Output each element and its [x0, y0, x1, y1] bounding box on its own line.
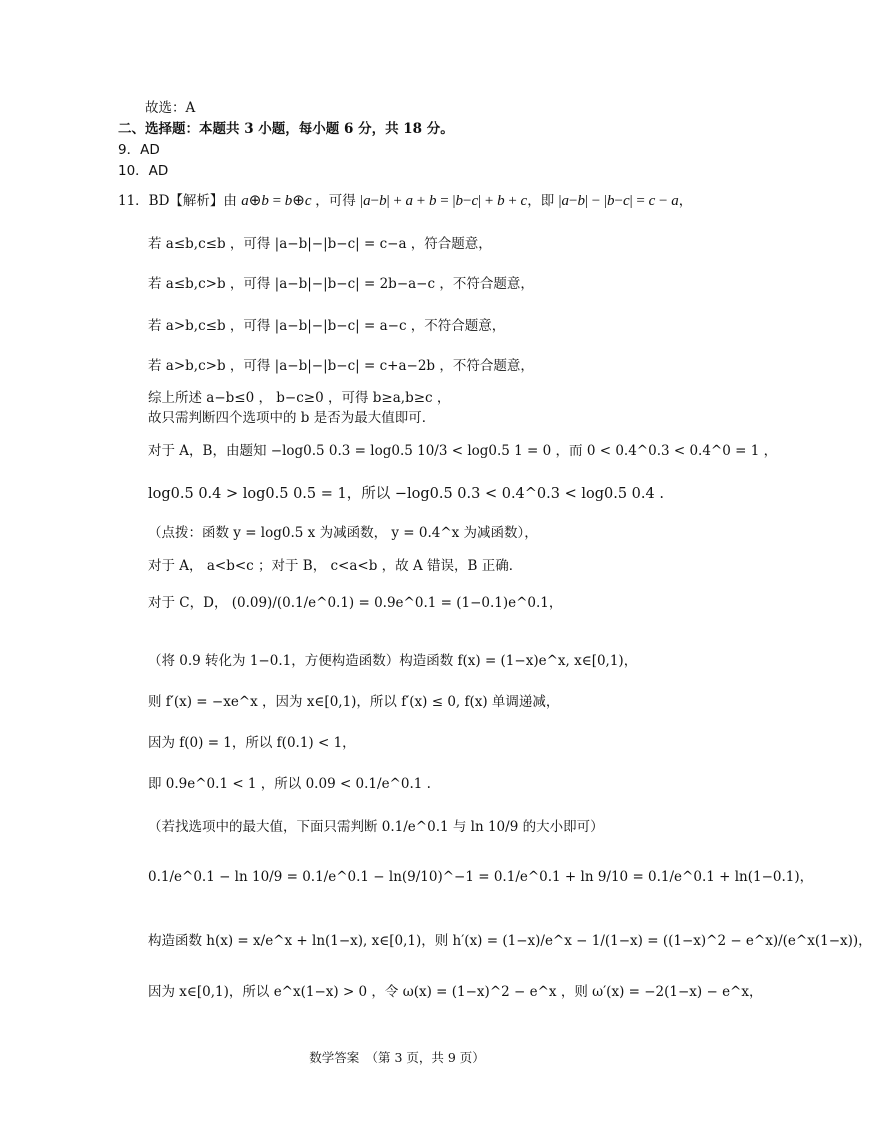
- ab-conclusion: 对于 A， a<b<c ；对于 B， c<a<b ，故 A 错误，B 正确．: [148, 558, 523, 574]
- derivative-f: 则 f′(x) = −xe^x ，因为 x∈[0,1)，所以 f′(x) ≤ 0, f(x) 单调递减，: [148, 694, 560, 710]
- hint-line: （若找选项中的最大值，下面只需判断 0.1/e^0.1 与 ln 10/9 的大小即可）: [148, 819, 604, 835]
- case-4: 若 a>b,c>b ，可得 |a−b|−|b−c| = c+a−2b ，不符合题意，: [148, 358, 534, 374]
- page-footer: 数学答案 （第 3 页，共 9 页）: [309, 1050, 485, 1065]
- omega-line: 因为 x∈[0,1)，所以 e^x(1−x) > 0 ，令 ω(x) = (1−x)^2 − e^x ，则 ω′(x) = −2(1−x) − e^x，: [148, 984, 763, 1000]
- construct-h: 构造函数 h(x) = x/e^x + ln(1−x), x∈[0,1)，则 h′(x) = (1−x)/e^x − 1/(1−x) = ((1−x)^2 − e^x)/(e^x(1−x))，: [148, 933, 872, 949]
- summary-line: 综上所述 a−b≤0 ， b−c≥0 ，可得 b≥a,b≥c ，: [148, 390, 451, 406]
- line-answer-a: 故选：A: [145, 100, 196, 116]
- summary-line-2: 故只需判断四个选项中的 b 是否为最大值即可．: [148, 410, 436, 426]
- answer-9: 9．AD: [118, 142, 160, 158]
- compare-ab: 对于 A，B，由题知 −log0.5 0.3 = log0.5 10/3 < log0.5 1 = 0 ，而 0 < 0.4^0.3 < 0.4^0 = 1 ，: [148, 443, 778, 459]
- f-value: 因为 f(0) = 1，所以 f(0.1) < 1，: [148, 735, 356, 751]
- compare-cd: 对于 C，D， (0.09)/(0.1/e^0.1) = 0.9e^0.1 = (1−0.1)e^0.1，: [148, 595, 563, 611]
- inequality-line: 即 0.9e^0.1 < 1 ，所以 0.09 < 0.1/e^0.1 .: [148, 776, 431, 792]
- difference-line: 0.1/e^0.1 − ln 10/9 = 0.1/e^0.1 − ln(9/10)^−1 = 0.1/e^0.1 + ln 9/10 = 0.1/e^0.1 + ln(1−0.1)，: [148, 869, 814, 885]
- answer-10: 10．AD: [118, 163, 169, 179]
- case-2: 若 a≤b,c>b ，可得 |a−b|−|b−c| = 2b−a−c ，不符合题意，: [148, 276, 534, 292]
- answer-11-header: 11．BD【解析】由 a⊕b = b⊕c ，可得 |a−b| + a + b = |b−c| + b + c，即 |a−b| − |b−c| = c − a，: [118, 193, 693, 209]
- case-3: 若 a>b,c≤b ，可得 |a−b|−|b−c| = a−c ，不符合题意，: [148, 318, 506, 334]
- case-1: 若 a≤b,c≤b ，可得 |a−b|−|b−c| = c−a ，符合题意，: [148, 236, 492, 252]
- answer-11-prefix: 11．BD【解析】由: [118, 193, 237, 209]
- construct-f: （将 0.9 转化为 1−0.1，方便构造函数）构造函数 f(x) = (1−x)e^x, x∈[0,1)，: [148, 653, 638, 669]
- tip-line: （点拨：函数 y = log0.5 x 为减函数， y = 0.4^x 为减函数），: [148, 525, 538, 541]
- compare-ab-2: log0.5 0.4 > log0.5 0.5 = 1，所以 −log0.5 0.3 < 0.4^0.3 < log0.5 0.4 .: [148, 486, 664, 502]
- section-heading: 二、选择题：本题共 3 小题，每小题 6 分，共 18 分。: [118, 121, 454, 137]
